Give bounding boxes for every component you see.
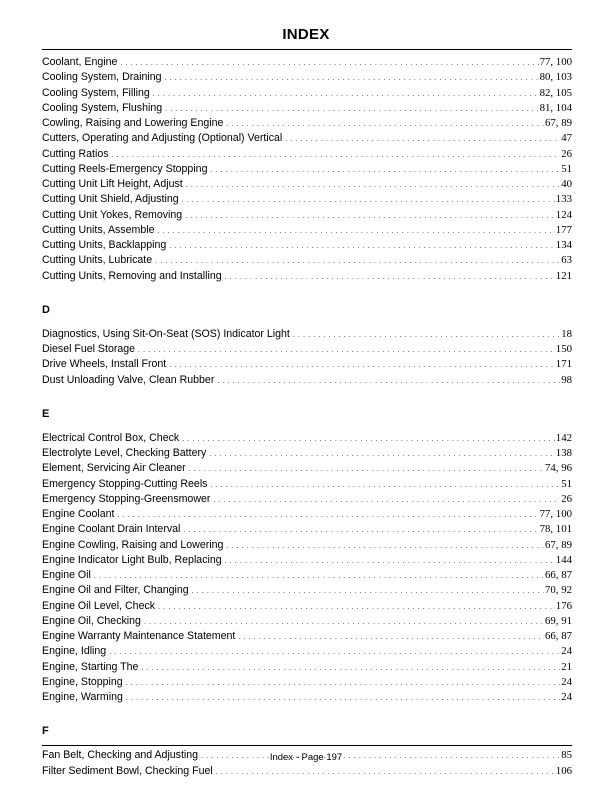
index-section [42, 55, 572, 284]
entry-title: Engine, Warming [42, 691, 123, 703]
index-entry [42, 675, 572, 690]
index-entry [42, 177, 572, 192]
entry-page-numbers: 176 [555, 599, 572, 612]
entry-page-numbers: 134 [555, 239, 572, 251]
index-entry [42, 492, 572, 507]
entry-title: Drive Wheels, Install Front [42, 358, 167, 371]
dot-leader [94, 569, 544, 584]
entry-title: Cooling System, Flushing [42, 101, 163, 114]
index-entry [42, 357, 572, 372]
dot-leader [183, 523, 538, 538]
entry-page-numbers: 138 [555, 447, 572, 459]
entry-title: Cutting Units, Lubricate [42, 254, 153, 267]
dot-leader [138, 343, 555, 358]
entry-page-numbers: 106 [555, 764, 572, 777]
dot-leader [213, 493, 560, 508]
section-letter: E [42, 407, 50, 420]
dot-leader [158, 600, 555, 615]
entry-page-numbers: 24 [561, 675, 572, 688]
dot-leader [209, 447, 555, 462]
entry-title: Cutting Units, Backlapping [42, 239, 167, 251]
index-entry [42, 507, 572, 522]
entry-title: Engine Coolant Drain Interval [42, 523, 181, 536]
entry-page-numbers: 63 [561, 254, 572, 267]
dot-leader [182, 193, 555, 208]
footer-divider [42, 745, 572, 746]
dot-leader [210, 478, 560, 493]
entry-page-numbers: 66, 87 [545, 630, 572, 642]
dot-leader [226, 539, 544, 554]
index-entry [42, 192, 572, 207]
entry-title: Engine Oil Level, Check [42, 599, 156, 612]
index-entry [42, 147, 572, 162]
entry-title: Engine Oil [42, 569, 91, 581]
entry-page-numbers: 67, 89 [545, 117, 572, 129]
index-entry [42, 644, 572, 659]
dot-leader [165, 102, 538, 117]
entry-title: Cooling System, Filling [42, 86, 150, 99]
entry-title: Engine Oil, Checking [42, 614, 141, 627]
entry-title: Engine Indicator Light Bulb, Replacing [42, 553, 222, 566]
index-entry [42, 55, 572, 70]
entry-page-numbers: 51 [561, 477, 572, 490]
section-letter: F [42, 725, 49, 738]
entry-title: Cooling System, Draining [42, 71, 162, 84]
entry-title: Engine, Starting The [42, 660, 139, 673]
entry-title: Electrical Control Box, Check [42, 431, 180, 444]
dot-leader [155, 254, 560, 269]
dot-leader [126, 691, 560, 706]
index-entry [42, 522, 572, 537]
entry-page-numbers: 24 [561, 645, 572, 658]
entry-title: Cutters, Operating and Adjusting (Optional) Vertical [42, 132, 283, 145]
section-letter: D [42, 303, 50, 316]
entry-title: Cutting Reels-Emergency Stopping [42, 162, 208, 175]
index-entry [42, 238, 572, 253]
dot-leader [225, 554, 555, 569]
section-spacer [42, 318, 572, 327]
index-entry [42, 208, 572, 223]
header-divider [42, 49, 572, 50]
entry-title: Fan Belt, Checking and Adjusting [42, 749, 199, 762]
entry-title: Cutting Unit Lift Height, Adjust [42, 178, 183, 190]
entry-page-numbers: 66, 87 [545, 569, 572, 581]
entry-title: Engine Warranty Maintenance Statement [42, 630, 236, 642]
entry-page-numbers: 124 [555, 208, 572, 221]
dot-leader [285, 132, 560, 147]
index-entry [42, 223, 572, 238]
index-section [42, 407, 572, 706]
entry-page-numbers: 82, 105 [539, 86, 572, 99]
entry-page-numbers: 171 [555, 358, 572, 371]
index-entry [42, 373, 572, 388]
dot-leader [169, 239, 555, 254]
index-entry [42, 269, 572, 284]
index-entry [42, 342, 572, 357]
index-entry [42, 162, 572, 177]
dot-leader [216, 765, 555, 780]
entry-page-numbers: 74, 96 [545, 462, 572, 475]
dot-leader [144, 615, 544, 630]
entry-title: Emergency Stopping-Cutting Reels [42, 477, 208, 490]
entry-title: Coolant, Engine [42, 56, 118, 68]
entry-page-numbers: 144 [555, 553, 572, 566]
dot-leader [186, 178, 560, 193]
dot-leader [117, 508, 538, 523]
index-entry [42, 327, 572, 342]
index-section [42, 303, 572, 388]
entry-title: Cutting Units, Removing and Installing [42, 269, 222, 282]
index-entry [42, 101, 572, 116]
index-entry [42, 553, 572, 568]
entry-page-numbers: 150 [555, 343, 572, 355]
entry-page-numbers: 51 [561, 162, 572, 175]
index-entry [42, 583, 572, 598]
entry-page-numbers: 77, 100 [539, 508, 572, 520]
entry-title: Element, Servicing Air Cleaner [42, 462, 186, 475]
index-entry [42, 690, 572, 705]
entry-page-numbers: 47 [561, 132, 572, 145]
entry-page-numbers: 18 [561, 327, 572, 340]
entry-title: Diesel Fuel Storage [42, 343, 136, 355]
dot-leader [238, 630, 544, 645]
entry-title: Electrolyte Level, Checking Battery [42, 447, 207, 459]
entry-page-numbers: 78, 101 [539, 523, 572, 536]
entry-title: Emergency Stopping-Greensmower [42, 492, 211, 505]
index-entry [42, 86, 572, 101]
index-entry [42, 131, 572, 146]
entry-page-numbers: 133 [555, 193, 572, 206]
dot-leader [189, 462, 544, 477]
index-entry [42, 629, 572, 644]
index-entry [42, 599, 572, 614]
section-spacer [42, 422, 572, 431]
entry-title: Engine, Stopping [42, 675, 123, 688]
entry-page-numbers: 70, 92 [545, 584, 572, 597]
dot-leader [157, 224, 554, 239]
entry-page-numbers: 81, 104 [539, 101, 572, 114]
index-entry [42, 431, 572, 446]
index-entry [42, 764, 572, 779]
entry-page-numbers: 24 [561, 691, 572, 703]
dot-leader [120, 56, 538, 71]
index-list [42, 55, 572, 779]
entry-title: Cutting Unit Yokes, Removing [42, 208, 183, 221]
entry-page-numbers: 69, 91 [545, 614, 572, 627]
entry-title: Engine, Idling [42, 645, 107, 658]
dot-leader [226, 117, 544, 132]
entry-page-numbers: 67, 89 [545, 538, 572, 551]
entry-page-numbers: 77, 100 [539, 56, 572, 68]
index-entry [42, 116, 572, 131]
entry-page-numbers: 80, 103 [539, 71, 572, 84]
entry-page-numbers: 85 [561, 749, 572, 762]
index-entry [42, 614, 572, 629]
entry-title: Dust Unloading Valve, Clean Rubber [42, 373, 215, 386]
entry-title: Engine Coolant [42, 508, 115, 520]
dot-leader [153, 87, 539, 102]
dot-leader [185, 209, 555, 224]
dot-leader [210, 163, 560, 178]
entry-page-numbers: 21 [561, 660, 572, 673]
page-footer: Index - Page 197 [269, 752, 343, 763]
entry-title: Cutting Units, Assemble [42, 223, 155, 236]
index-entry [42, 70, 572, 85]
entry-page-numbers: 121 [555, 269, 572, 282]
entry-page-numbers: 40 [561, 178, 572, 190]
index-entry [42, 446, 572, 461]
dot-leader [225, 270, 555, 285]
dot-leader [217, 374, 560, 389]
index-entry [42, 253, 572, 268]
dot-leader [109, 645, 560, 660]
index-entry [42, 568, 572, 583]
entry-page-numbers: 142 [555, 431, 572, 444]
entry-page-numbers: 26 [561, 147, 572, 160]
entry-page-numbers: 26 [561, 492, 572, 505]
entry-title: Cutting Ratios [42, 147, 109, 160]
dot-leader [192, 584, 544, 599]
dot-leader [112, 148, 561, 163]
index-entry [42, 660, 572, 675]
page-title: INDEX [282, 26, 330, 43]
section-spacer [42, 739, 572, 748]
entry-title: Engine Cowling, Raising and Lowering [42, 538, 224, 551]
entry-title: Filter Sediment Bowl, Checking Fuel [42, 764, 213, 777]
dot-leader [169, 358, 555, 373]
entry-page-numbers: 98 [561, 373, 572, 386]
dot-leader [141, 661, 560, 676]
dot-leader [293, 328, 560, 343]
entry-page-numbers: 177 [555, 223, 572, 236]
entry-title: Cowling, Raising and Lowering Engine [42, 117, 224, 129]
entry-title: Engine Oil and Filter, Changing [42, 584, 189, 597]
dot-leader [165, 71, 539, 86]
dot-leader [126, 676, 561, 691]
dot-leader [182, 432, 555, 447]
entry-title: Cutting Unit Shield, Adjusting [42, 193, 179, 206]
entry-title: Diagnostics, Using Sit-On-Seat (SOS) Indicator Light [42, 327, 290, 340]
index-entry [42, 477, 572, 492]
index-entry [42, 461, 572, 476]
index-entry [42, 538, 572, 553]
